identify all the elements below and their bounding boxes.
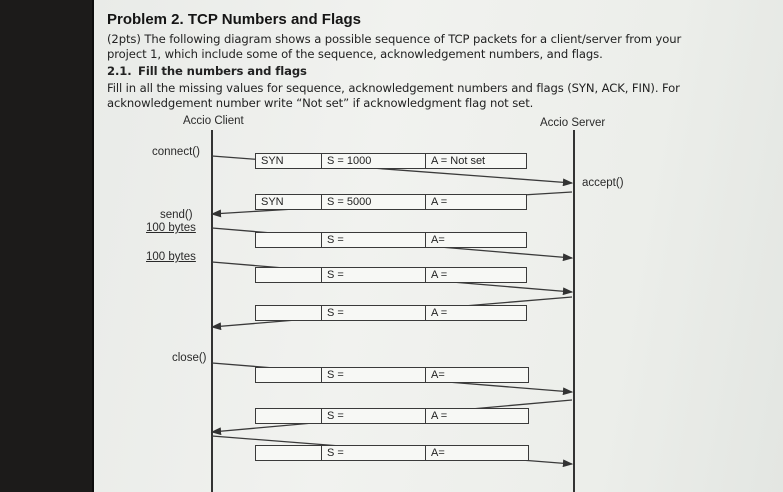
send-label: send() — [160, 209, 193, 221]
packet-4 — [255, 267, 527, 283]
accept-label: accept() — [582, 177, 624, 189]
seq-field: S = 1000 — [321, 154, 429, 168]
ack-field: A = Not set — [425, 154, 527, 168]
packet-6 — [255, 367, 529, 383]
seq-field: S = — [321, 409, 429, 423]
close-label: close() — [172, 352, 207, 364]
intro-line-1: (2pts) The following diagram shows a possible sequence of TCP packets for a client/server from your — [107, 32, 682, 46]
ack-field: A = — [425, 306, 527, 320]
instruction-line-1: Fill in all the missing values for sequence, acknowledgement numbers and flags (SYN, ACK, FIN). For — [107, 81, 680, 95]
seq-field: S = — [321, 368, 429, 382]
intro-line-2: project 1, which include some of the sequence, acknowledgement numbers, and flags. — [107, 47, 603, 61]
ack-field: A= — [425, 368, 529, 382]
flags-field — [256, 268, 322, 282]
bytes-label-2: 100 bytes — [146, 251, 196, 263]
packet-2 — [255, 194, 527, 210]
seq-field: S = — [321, 446, 429, 460]
seq-field: S = — [321, 268, 429, 282]
seq-field: S = — [321, 306, 429, 320]
server-label: Accio Server — [540, 117, 606, 129]
ack-field: A = — [425, 195, 527, 209]
bytes-label-1: 100 bytes — [146, 222, 196, 234]
ack-field: A = — [425, 268, 527, 282]
ack-field: A = — [425, 409, 529, 423]
flags-field — [256, 306, 322, 320]
flags-field — [256, 409, 322, 423]
flags-field: SYN — [261, 196, 284, 208]
client-label: Accio Client — [183, 115, 244, 127]
instruction-line-2: acknowledgement number write “Not set” if acknowledgment flag not set. — [107, 96, 534, 110]
packet-5 — [255, 305, 527, 321]
flags-field — [256, 233, 322, 247]
problem-title: Problem 2. TCP Numbers and Flags — [107, 11, 361, 28]
subsection-title: Fill the numbers and flags — [138, 64, 307, 78]
seq-field: S = 5000 — [321, 195, 429, 209]
packet-7 — [255, 408, 529, 424]
packet-8 — [255, 445, 529, 461]
flags-field — [256, 446, 322, 460]
ack-field: A= — [425, 446, 529, 460]
connect-label: connect() — [152, 146, 200, 158]
seq-field: S = — [321, 233, 429, 247]
flags-field: SYN — [261, 155, 284, 167]
packet-1 — [255, 153, 527, 169]
ack-field: A= — [425, 233, 527, 247]
packet-3 — [255, 232, 527, 248]
subsection-number: 2.1. — [107, 64, 132, 78]
flags-field — [256, 368, 322, 382]
